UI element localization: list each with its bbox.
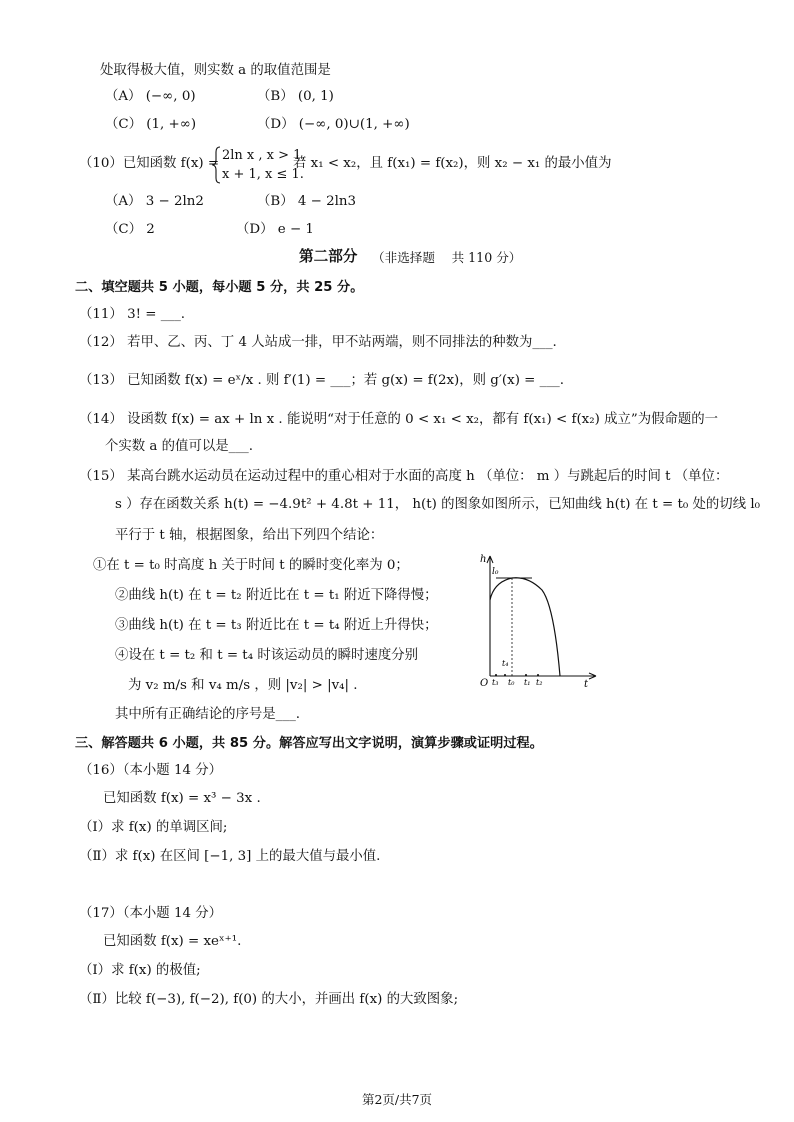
q9-option-d: （D） (−∞, 0)∪(1, +∞) (257, 117, 410, 132)
q10-option-d: （D） e − 1 (236, 222, 314, 237)
q17-part-2: （Ⅱ）比较 f(−3), f(−2), f(0) 的大小，并画出 f(x) 的大致图象; (79, 992, 459, 1007)
q9-option-c: （C） (1, +∞) (105, 117, 197, 132)
q15-conclusion-2: ②曲线 h(t) 在 t = t₂ 附近比在 t = t₁ 附近下降得慢； (115, 588, 438, 603)
brace-icon (212, 145, 222, 185)
q15-conclusion-4-cont: 为 v₂ m/s 和 v₄ m/s ，则 |v₂| > |v₄| . (128, 678, 358, 693)
y-axis-label: h (480, 554, 487, 565)
q15-line-3: 平行于 t 轴，根据图象，给出下列四个结论： (115, 528, 384, 543)
q14-line-1: （14） 设函数 f(x) = ax + ln x . 能说明“对于任意的 0 < x₁ < x₂，都有 f(x₁) < f(x₂) 成立”为假命题的一 (79, 412, 719, 427)
q9-option-b: （B） (0, 1) (257, 89, 334, 104)
q10-case-1: 2ln x , x > 1, (222, 148, 306, 163)
q13: （13） 已知函数 f(x) = eˣ/x . 则 f′(1) = ___；若 g(x) = f(2x)，则 g′(x) = ___. (79, 373, 564, 388)
q15-line-1: （15） 某高台跳水运动员在运动过程中的重心相对于水面的高度 h （单位： m ）与跳起后的时间 t （单位： (79, 469, 729, 484)
q15-conclusion-3: ③曲线 h(t) 在 t = t₃ 附近比在 t = t₄ 附近上升得快； (115, 618, 438, 633)
tick-t1: t₁ (524, 678, 531, 687)
tick-t0: t₀ (508, 678, 515, 687)
q9-option-a: （A） (−∞, 0) (105, 89, 196, 104)
q15-conclusion-4: ④设在 t = t₂ 和 t = t₄ 时该运动员的瞬时速度分别 (115, 648, 419, 663)
q10-case-2: x + 1, x ≤ 1. (222, 167, 304, 182)
section-2-heading: 二、填空题共 5 小题，每小题 5 分，共 25 分。 (75, 280, 364, 295)
origin-label: O (480, 678, 489, 688)
q15-conclusion-1: ①在 t = t₀ 时高度 h 关于时间 t 的瞬时变化率为 0； (93, 558, 409, 573)
q12: （12） 若甲、乙、丙、丁 4 人站成一排，甲不站两端，则不同排法的种数为___. (79, 335, 557, 350)
tangent-label: l₀ (492, 567, 499, 577)
q15-line-2: s ）存在函数关系 h(t) = −4.9t² + 4.8t + 11， h(t) 的图象如图所示，已知曲线 h(t) 在 t = t₀ 处的切线 l₀ (115, 497, 760, 512)
q15-ending: 其中所有正确结论的序号是___. (115, 707, 301, 722)
q17-statement: 已知函数 f(x) = xeˣ⁺¹. (103, 934, 242, 949)
part2-title: 第二部分 (299, 248, 358, 265)
point-t1 (525, 674, 527, 676)
q10-option-c: （C） 2 (105, 222, 155, 237)
q10-option-a: （A） 3 − 2ln2 (105, 194, 204, 209)
q16-statement: 已知函数 f(x) = x³ − 3x . (103, 791, 261, 806)
q9-continuation: 处取得极大值，则实数 a 的取值范围是 (100, 63, 331, 78)
point-t3 (495, 674, 497, 676)
tick-t3: t₃ (492, 678, 499, 687)
q14-line-2: 个实数 a 的值可以是___. (105, 439, 253, 454)
tick-t4: t₄ (502, 659, 509, 668)
curve-h-t (490, 578, 560, 676)
q17-header: （17）（本小题 14 分） (79, 906, 223, 921)
tick-t2: t₂ (536, 678, 543, 687)
part2-subtitle: （非选择题 共 110 分） (372, 250, 522, 265)
height-time-graph (472, 548, 602, 688)
q10-piecewise (212, 145, 306, 185)
q10-suffix: 若 x₁ < x₂，且 f(x₁) = f(x₂)，则 x₂ − x₁ 的最小值为 (293, 156, 612, 171)
point-t4 (504, 674, 506, 676)
q10-option-b: （B） 4 − 2ln3 (257, 194, 357, 209)
q16-part-2: （Ⅱ）求 f(x) 在区间 [−1, 3] 上的最大值与最小值. (79, 849, 381, 864)
q16-part-1: （Ⅰ）求 f(x) 的单调区间; (79, 820, 228, 835)
page-footer: 第2页/共7页 (361, 1092, 433, 1107)
point-t2 (537, 674, 539, 676)
section-3-heading: 三、解答题共 6 小题，共 85 分。解答应写出文字说明，演算步骤或证明过程。 (75, 736, 543, 751)
x-axis-label: t (584, 679, 589, 688)
q17-part-1: （Ⅰ）求 f(x) 的极值; (79, 963, 201, 978)
q10-prefix: （10）已知函数 f(x) = (79, 156, 220, 171)
q16-header: （16）（本小题 14 分） (79, 763, 223, 778)
q11: （11） 3! = ___. (79, 307, 186, 322)
